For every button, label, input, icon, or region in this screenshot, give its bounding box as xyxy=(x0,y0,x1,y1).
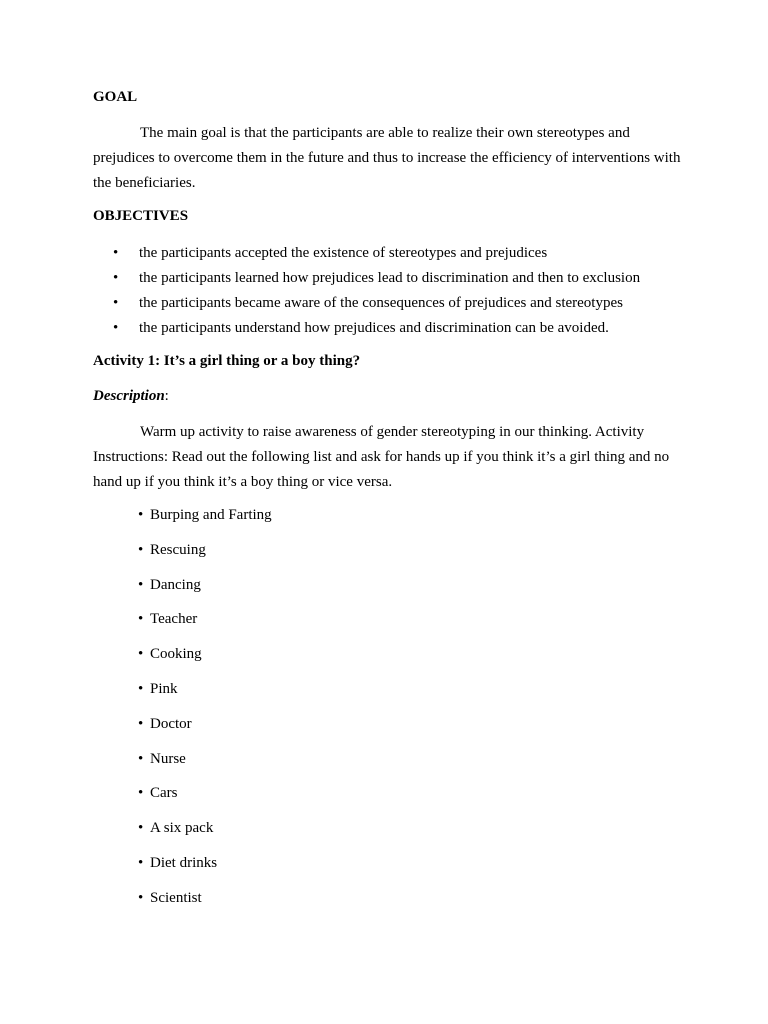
bullet-icon: • xyxy=(138,507,144,523)
objective-item xyxy=(93,316,683,341)
bullet-icon: • xyxy=(138,541,144,558)
bullet-icon: • xyxy=(113,320,119,336)
list-item-text: Scientist xyxy=(150,889,202,906)
objective-text: the participants became aware of the consequences of prejudices and stereotypes xyxy=(139,295,623,311)
objective-text: the participants accepted the existence of stereotypes and prejudices xyxy=(139,245,548,261)
objective-item xyxy=(93,291,683,316)
document-page xyxy=(93,87,683,923)
description-colon: : xyxy=(164,388,169,404)
objective-text: the participants learned how prejudices lead to discrimination and then to exclusion xyxy=(139,270,641,286)
list-item xyxy=(93,749,683,769)
list-item xyxy=(93,888,683,908)
list-item xyxy=(93,853,683,873)
list-item xyxy=(93,679,683,699)
objectives-list xyxy=(93,241,683,341)
objective-text: the participants understand how prejudices and discrimination can be avoided. xyxy=(139,320,609,336)
list-item xyxy=(93,783,683,803)
list-item-text: Cars xyxy=(150,785,178,802)
bullet-icon: • xyxy=(138,785,144,802)
list-item-text: Diet drinks xyxy=(150,854,218,871)
description-word: Description xyxy=(93,388,165,404)
description-label xyxy=(93,386,683,406)
list-item-text: Nurse xyxy=(150,750,186,767)
list-item xyxy=(93,644,683,664)
list-item-text: Doctor xyxy=(150,715,192,732)
list-item-text: Pink xyxy=(150,680,178,697)
list-item xyxy=(93,505,683,525)
bullet-icon: • xyxy=(113,245,119,261)
goal-heading: GOAL xyxy=(93,89,138,105)
goal-paragraph: The main goal is that the participants are able to realize their own stereotypes and prejudices to overcome them in the future and thus to increase the efficiency of interventions with the beneficiaries. xyxy=(93,125,681,191)
girl-boy-thing-list xyxy=(93,505,683,908)
list-item-text: Rescuing xyxy=(150,541,206,558)
objective-item xyxy=(93,266,683,291)
list-item-text: Cooking xyxy=(150,646,202,663)
bullet-icon: • xyxy=(138,889,144,906)
objective-item xyxy=(93,241,683,266)
bullet-icon: • xyxy=(138,611,144,628)
activity-heading: Activity 1: It’s a girl thing or a boy thing? xyxy=(93,353,361,369)
bullet-icon: • xyxy=(138,576,144,593)
bullet-icon: • xyxy=(113,295,119,311)
list-item xyxy=(93,540,683,560)
list-item-text: Burping and Farting xyxy=(150,507,272,523)
bullet-icon: • xyxy=(113,270,119,286)
list-item xyxy=(93,575,683,595)
list-item-text: Dancing xyxy=(150,576,201,593)
objectives-heading: OBJECTIVES xyxy=(93,208,189,224)
bullet-icon: • xyxy=(138,750,144,767)
list-item-text: A six pack xyxy=(150,820,214,837)
bullet-icon: • xyxy=(138,820,144,837)
list-item-text: Teacher xyxy=(150,611,198,628)
bullet-icon: • xyxy=(138,680,144,697)
list-item xyxy=(93,714,683,734)
bullet-icon: • xyxy=(138,854,144,871)
list-item xyxy=(93,609,683,629)
bullet-icon: • xyxy=(138,715,144,732)
list-item xyxy=(93,818,683,838)
bullet-icon: • xyxy=(138,646,144,663)
activity-paragraph: Warm up activity to raise awareness of gender stereotyping in our thinking. Activity Instructions: Read out the following list and ask for hands up if you think it’s a girl thing and no hand up if you think it’s a boy thing or vice versa. xyxy=(93,424,670,490)
